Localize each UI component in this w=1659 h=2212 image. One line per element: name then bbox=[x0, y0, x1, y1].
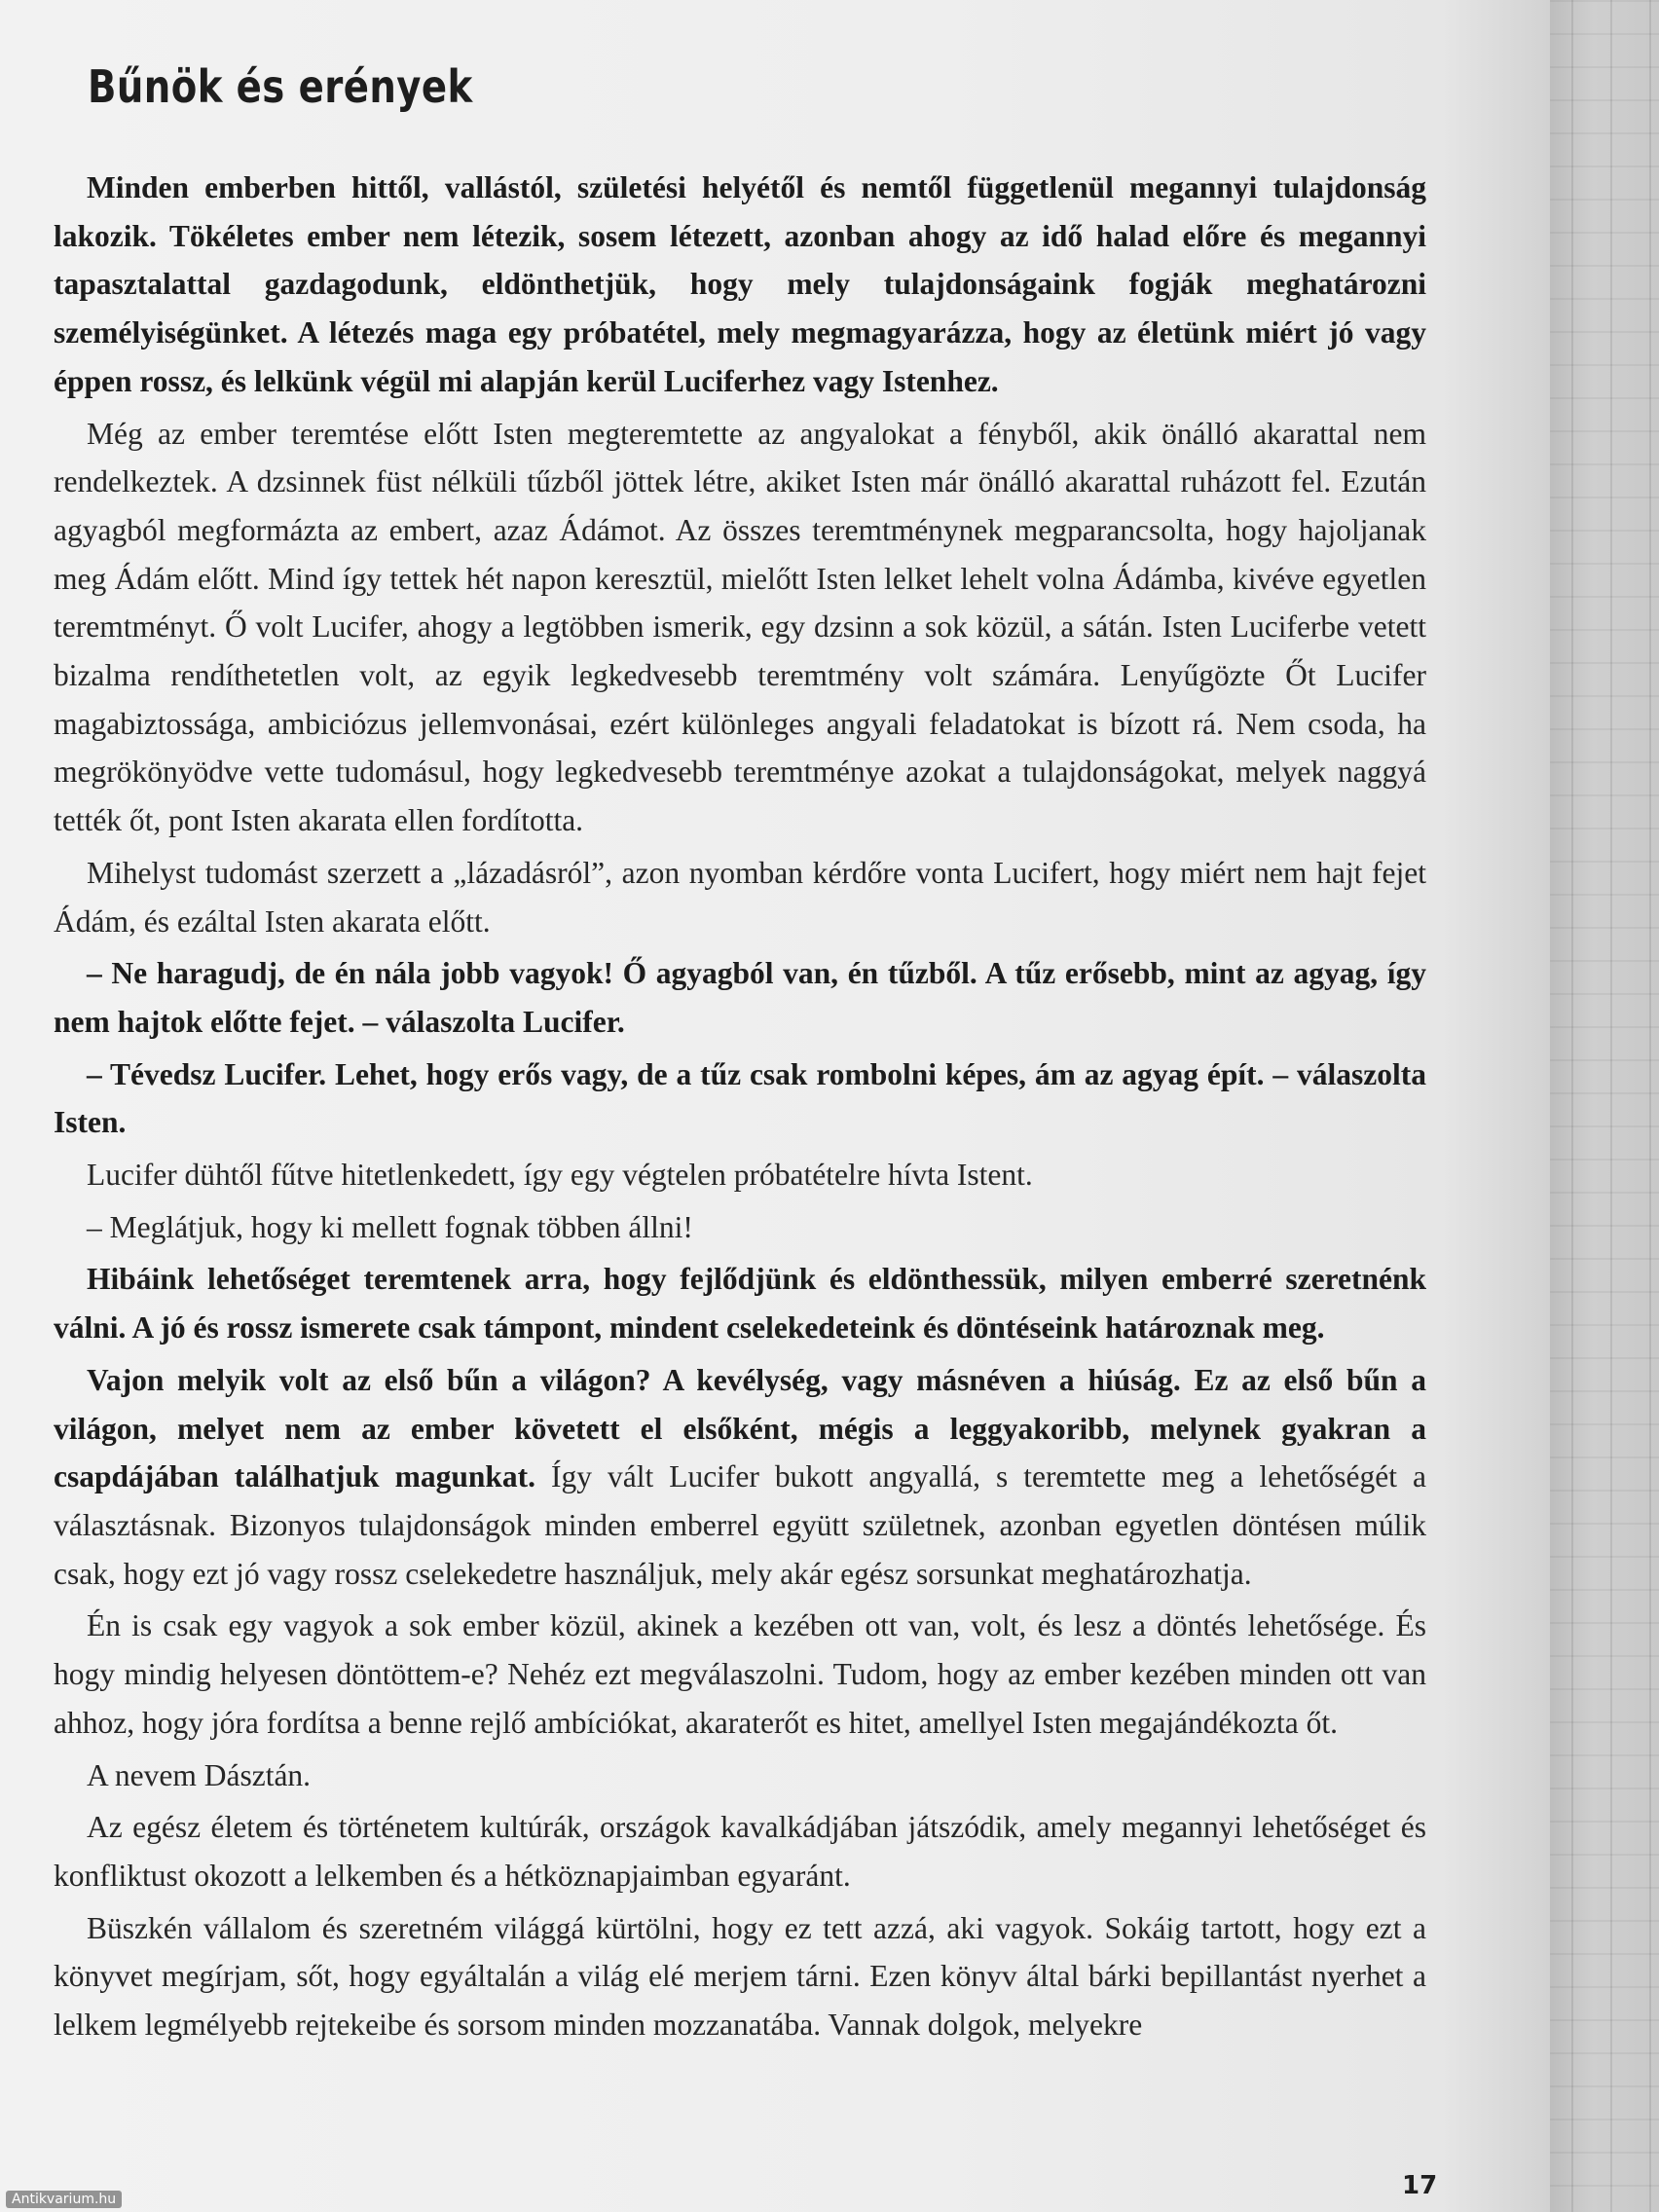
paragraph-text: Minden emberben hittől, vallástól, születési helyétől és nemtől függetlenül megannyi tulajdonság lakozik. Tökéletes ember nem létezik, sosem létezett, azonban ahogy az idő halad előre és megannyi tapasztalattal gazdagodunk, eldönthetjük, hogy mely tulajdonságaink fogják meghatározni személyiségünket. A létezés maga egy próbatétel, mely megmagyarázza, hogy az életünk miért jó vagy éppen rossz, és lelkünk végül mi alapján kerül Luciferhez vagy Istenhez. bbox=[54, 170, 1426, 398]
paragraph-text: Lucifer dühtől fűtve hitetlenkedett, így egy végtelen próbatételre hívta Istent. bbox=[87, 1158, 1033, 1193]
intro-paragraph bbox=[54, 164, 1426, 406]
paragraph bbox=[54, 1904, 1426, 2049]
chapter-title: Bűnök és erények bbox=[88, 60, 473, 113]
paragraph bbox=[54, 849, 1426, 945]
paragraph-text: Büszkén vállalom és szeretném világgá kürtölni, hogy ez tett azzá, aki vagyok. Sokáig tartott, hogy ezt a könyvet megírjam, sőt, hogy egyáltalán a világ elé merjem tárni. Ezen könyv által bárki bepillantást nyerhet a lelkem legmélyebb rejtekeibe és sorsom minden mozzanatába. Vannak dolgok, melyekre bbox=[54, 1910, 1426, 2043]
dialogue-lucifer bbox=[54, 949, 1426, 1046]
paragraph-bold-text: Vajon melyik volt az első bűn a világon? A kevélység, vagy másnéven a hiúság. Ez az első bűn a világon, melyet nem az ember követett el elsőként, mégis a leggyakoribb, melynek gyakran a csapdájában találhatjuk magunkat. bbox=[54, 1362, 1426, 1494]
paragraph bbox=[54, 1751, 1426, 1800]
page-number: 17 bbox=[1402, 2171, 1438, 2200]
book-edge-background bbox=[1550, 0, 1659, 2212]
paragraph-text: Én is csak egy vagyok a sok ember közül, akinek a kezében ott van, volt, és lesz a döntés lehetősége. És hogy mindig helyesen döntöttem-e? Nehéz ezt megválaszolni. Tudom, hogy az ember kezében minden ott van ahhoz, hogy jóra fordítsa a benne rejlő ambíciókat, akaraterőt es hitet, amellyel Isten megajándékozta őt. bbox=[54, 1608, 1426, 1740]
bold-paragraph bbox=[54, 1255, 1426, 1351]
watermark: Antikvarium.hu bbox=[6, 2191, 122, 2208]
paragraph-text: Még az ember teremtése előtt Isten megteremtette az angyalokat a fényből, akik önálló akarattal nem rendelkeztek. A dzsinnek füst nélküli tűzből jöttek létre, akiket Isten már önálló akarattal ruházott fel. Ezután agyagból megformázta az embert, azaz Ádámot. Az összes teremtménynek megparancsolta, hogy hajoljanak meg Ádám előtt. Mind így tettek hét napon keresztül, mielőtt Isten lelket lehelt volna Ádámba, kivéve egyetlen teremtményt. Ő volt Lucifer, ahogy a legtöbben ismerik, egy dzsinn a sok közül, a sátán. Isten Luciferbe vetett bizalma rendíthetetlen volt, az egyik legkedvesebb teremtmény volt számára. Lenyűgözte Őt Lucifer magabiztossága, ambiciózus jellemvonásai, ezért különleges angyali feladatokat is bízott rá. Nem csoda, ha megrökönyödve vette tudomásul, hogy legkedvesebb teremtménye azokat a tulajdonságokat, melyek naggyá tették őt, pont Isten akarata ellen fordította. bbox=[54, 416, 1426, 838]
paragraph-text: Hibáink lehetőséget teremtenek arra, hogy fejlődjünk és eldönthessük, milyen emberré szeretnénk válni. A jó és rossz ismerete csak támpont, mindent cselekedeteink és döntéseink határoznak meg. bbox=[54, 1262, 1426, 1346]
paragraph bbox=[54, 1803, 1426, 1899]
dialogue-isten bbox=[54, 1051, 1426, 1147]
body-text bbox=[54, 164, 1426, 2053]
paragraph bbox=[54, 1151, 1426, 1199]
paragraph bbox=[54, 1602, 1426, 1747]
paragraph-text: – Meglátjuk, hogy ki mellett fognak többen állni! bbox=[87, 1209, 693, 1244]
paragraph bbox=[54, 410, 1426, 845]
paragraph-text: – Tévedsz Lucifer. Lehet, hogy erős vagy, de a tűz csak rombolni képes, ám az agyag épít. – válaszolta Isten. bbox=[54, 1056, 1426, 1140]
paragraph-text: Így vált Lucifer bukott angyallá, s teremtette meg a lehetőségét a választásnak. Bizonyos tulajdonságok minden emberrel együtt születnek, azonban egyetlen döntésen múlik csak, hogy ezt jó vagy rossz cselekedetre használjuk, mely akár egész sorsunkat meghatározhatja. bbox=[54, 1459, 1426, 1591]
paragraph-text: Az egész életem és történetem kultúrák, országok kavalkádjában játszódik, amely megannyi lehetőséget és konfliktust okozott a lelkemben és a hétköznapjaimban egyaránt. bbox=[54, 1810, 1426, 1893]
paragraph-text: Mihelyst tudomást szerzett a „lázadásról”, azon nyomban kérdőre vonta Lucifert, hogy miért nem hajt fejet Ádám, és ezáltal Isten akarata előtt. bbox=[54, 855, 1426, 939]
dialogue-line bbox=[54, 1203, 1426, 1252]
paragraph-text: A nevem Dásztán. bbox=[87, 1757, 312, 1792]
mixed-paragraph bbox=[54, 1356, 1426, 1599]
paragraph-text: – Ne haragudj, de én nála jobb vagyok! Ő agyagból van, én tűzből. A tűz erősebb, mint az agyag, így nem hajtok előtte fejet. – válaszolta Lucifer. bbox=[54, 956, 1426, 1039]
